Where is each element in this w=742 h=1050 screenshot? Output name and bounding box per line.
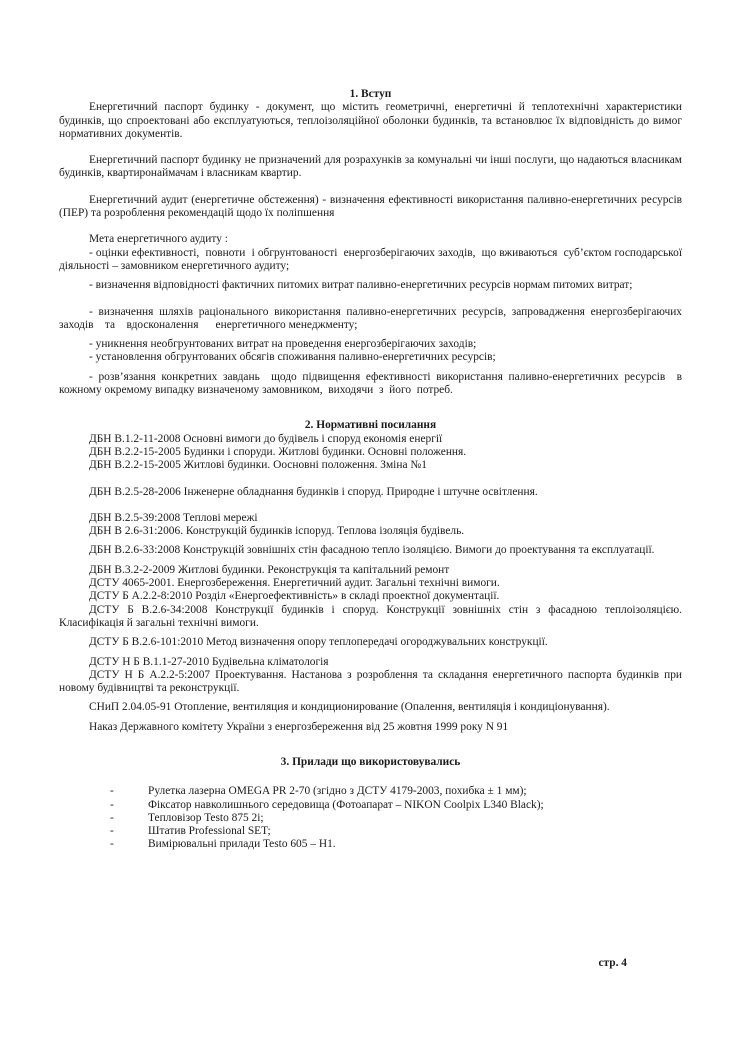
device-list-item — [59, 812, 682, 825]
document-content — [59, 88, 688, 852]
device-label: Вимірювальні прилади Testo 605 – H1. — [148, 838, 336, 851]
section-heading: 3. Прилади що використовувались — [280, 755, 461, 768]
reference-entry: ДБН В.2.2-15-2005 Будинки і споруди. Житлові будинки. Основні положення. — [89, 445, 467, 458]
reference-entry: ДБН В.2.5-39:2008 Теплові мережі — [89, 511, 258, 524]
reference-entry: Наказ Державного комітету України з енергозбереження від 25 жовтня 1999 року N 91 — [89, 720, 509, 733]
reference-entry: ДБН В.2.5-28-2006 Інженерне обладнання будинків і споруд. Природне і штучне освітлення. — [89, 485, 538, 498]
paragraph: Енергетичний паспорт будинку - документ, що містить геометричні, енергетичні й теплотехнічні характеристики будинків, що спроектовані або експлуатуються, теплоізоляційної оболонки будинків, та встановлює їх відповідність до вимог нормативних документів. — [59, 101, 685, 140]
device-label: Штатив Professional SET; — [148, 825, 271, 838]
device-label: Тепловізор Testo 875 2i; — [148, 811, 264, 824]
bullet-dash: - — [110, 785, 114, 798]
reference-entry: СНиП 2.04.05-91 Отопление, вентиляция и кондиционирование (Опалення, вентиляція і кондиціонування). — [89, 701, 610, 714]
paragraph: - визначення шляхів раціонального використання паливно-енергетичних ресурсів, запровадження енергозберігаючих заходів та вдосконалення енергетичного менеджменту; — [59, 305, 685, 331]
page-number: стр. 4 — [598, 957, 627, 969]
device-list-item — [59, 825, 682, 838]
reference-entry: ДСТУ Н Б В.1.1-27-2010 Будівельна кліматологія — [89, 655, 329, 668]
bullet-dash: - — [110, 811, 114, 824]
reference-entry: ДСТУ Н Б А.2.2-5:2007 Проектування. Настанова з розроблення та складання енергетичного паспорта будинків при новому будівництві та реконструкції. — [59, 668, 685, 695]
reference-entry: ДБН В 2.6-31:2006. Конструкцій будинків іспоруд. Теплова ізоляція будівель. — [89, 525, 465, 538]
reference-entry: ДСТУ Б В.2.6-101:2010 Метод визначення опору теплопередачі огороджувальних конструкції. — [89, 636, 548, 649]
paragraph: - визначення відповідності фактичних питомих витрат паливно-енергетичних ресурсів нормам питомих витрат; — [89, 279, 633, 292]
paragraph: Енергетичний аудит (енергетичне обстеження) - визначення ефективності використання паливно-енергетичних ресурсів (ПЕР) та розроблення рекомендацій щодо їх поліпшення — [59, 193, 685, 220]
section-heading: 2. Нормативні посилання — [304, 419, 437, 432]
reference-entry: ДБН В.2.2-15-2005 Житлові будинки. Оосновні положення. Зміна №1 — [89, 459, 427, 472]
section-heading: 1. Вступ — [349, 88, 392, 100]
paragraph: - розв’язання конкретних завдань щодо підвищення ефективності використання паливно-енергетичних ресурсів в кожному окремому випадку визначеному замовником, виходячи з його потреб. — [59, 370, 688, 397]
bullet-dash: - — [110, 798, 114, 811]
reference-entry: ДБН В.3.2-2-2009 Житлові будинки. Реконструкція та капітальний ремонт — [89, 563, 450, 576]
paragraph: - установлення обгрунтованих обсягів споживання паливно-енергетичних ресурсів; — [89, 351, 496, 364]
paragraph: - оцінки ефективності, повноти і обгрунтованості енергозберігаючих заходів, що вживаються суб’єктом господарської діяльності – замовником енергетичного аудиту; — [59, 246, 685, 272]
device-label: Рулетка лазерна OMEGA PR 2-70 (згідно з ДСТУ 4179-2003, похибка ± 1 мм); — [148, 785, 527, 798]
reference-entry: ДБН В.2.6-33:2008 Конструкцій зовнішніх стін фасадною тепло ізоляцією. Вимоги до проектування та експлуатації. — [89, 544, 655, 557]
device-list-item — [59, 838, 682, 851]
device-list-item — [59, 785, 682, 798]
reference-entry: ДСТУ Б В.2.6-34:2008 Конструкції будинків і споруд. Конструкції зовнішніх стін з фасадною теплоізоляцією. Класифікація й загальні технічні вимоги. — [59, 603, 685, 629]
paragraph: Енергетичний паспорт будинку не призначений для розрахунків за комунальні чи інші послуги, що надаються власникам будинків, квартиронаймачам і власникам квартир. — [59, 154, 685, 180]
device-label: Фіксатор навколишнього середовища (Фотоапарат – NIKON Coolpix L340 Black); — [148, 798, 544, 811]
reference-entry: ДСТУ Б А.2.2-8:2010 Розділ «Енергоефективність» в складі проектної документації. — [89, 590, 500, 603]
device-list-item — [59, 799, 682, 812]
bullet-dash: - — [110, 838, 114, 851]
paragraph: Мета енергетичного аудиту : — [89, 233, 228, 246]
paragraph: - уникнення необгрунтованих витрат на проведення енергозберігаючих заходів; — [89, 338, 477, 351]
reference-entry: ДСТУ 4065-2001. Енергозбереження. Енергетичний аудит. Загальні технічні вимоги. — [89, 577, 500, 590]
bullet-dash: - — [110, 825, 114, 838]
reference-entry: ДБН В.1.2-11-2008 Основні вимоги до будівель і споруд економія енергії — [89, 432, 443, 445]
